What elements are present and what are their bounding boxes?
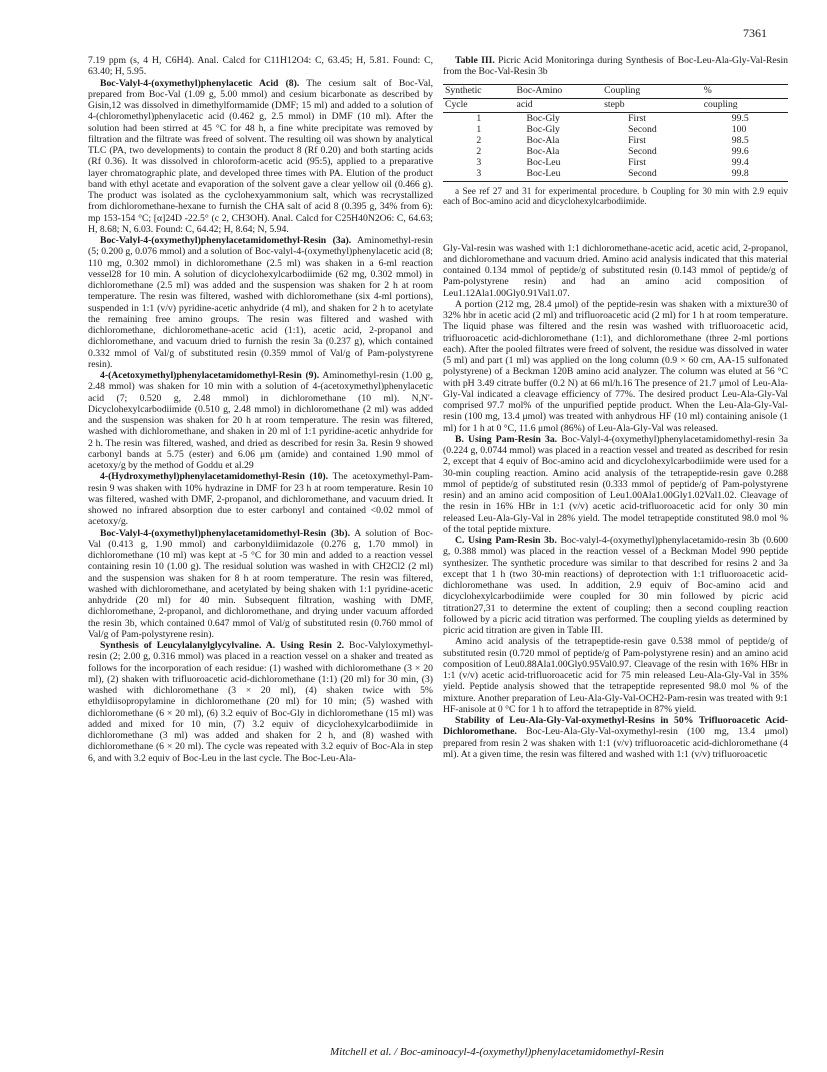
paragraph-heading: Stability of Leu-Ala-Gly-Val-oxymethyl-Resins in 50% Trifluoroacetic Acid-Dichloromethane. <box>443 715 788 738</box>
table-cell: 2 <box>476 134 482 146</box>
paragraph-heading: 4-(Acetoxymethyl)phenylacetamidomethyl-Resin (9). <box>100 370 320 381</box>
table-row <box>443 146 788 157</box>
paragraph-heading: B. Using Pam-Resin 3a. <box>455 433 558 445</box>
paragraph-heading: Synthesis of Leucylalanylglycylvaline. A. Using Resin 2. <box>100 640 345 651</box>
table-cell: Boc-Leu <box>526 156 561 168</box>
table-label: Table III. <box>455 55 495 66</box>
table-cell: First <box>628 156 646 168</box>
table-cell: 1 <box>476 112 482 124</box>
paragraph-text: A portion (212 mg, 28.4 μmol) of the peptide-resin was shaken with a mixture30 of 32% hbr in acetic acid (2 ml) and trifluoroacetic acid (2 ml) for 1 h at room temperature. The liquid phase was filtered and the resin was washed with trifluoroacetic acid, trifluoroacetic acid-dichloromethane (1:1), and dichloromethane (three 2-ml portions each). After the pooled filtrates were freed of solvent, the residue was dissolved in water (5 ml) and part (1 ml) was applied on the long column (0.9 × 60 cm, AA-15 sulfonated polystyrene) of a Beckman 120B amino acid analyzer. The column was eluted at 56 °C with pH 3.49 citrate buffer (0.2 N) at 66 ml/h.16 The presence of 21.7 μmol of Leu-Ala-Gly-Val indicated a cleavage efficiency of 77%. The desired product Leu-Ala-Gly-Val comprised 97.7 mol% of the unpurified peptide product. When the Leu-Ala-Gly-Val-resin (100 mg, 13.4 μmol) was treated with anhydrous HF (10 ml) containing anisole (1 ml) for 1 h at 0 °C, 11.6 μmol (86%) of Leu-Ala-Gly-Val was released. <box>443 298 788 434</box>
paragraph-text: Aminomethyl-resin (5; 0.200 g, 0.076 mmol) and a solution of Boc-valyl-4-(oxymethyl)phenylacetic acid (8; 110 mg, 0.302 mmol) in dichloromethane (2.5 ml) was shaken in a 6-ml reaction vessel28 for 10 min. A solution of dicyclohexylcarbodiimide (62 mg, 0.302 mmol) in dichloromethane (2.5 ml) was added and the suspension was shaken for 2 h at room temperature. The resin was filtered, washed with dichloromethane (six 4-ml portions), suspended in 1:1 (v/v) pyridine-acetic anhydride (4 ml), and shaken for 2 h to acetylate the remaining free amino groups. The resin was filtered and washed with dichloromethane, dichloromethane-acetic acid (1:1), acetic acid, 2-propanol and dichloromethane, and vacuum dried to furnish the resin 3a (0.237 g), which contained 0.332 mmol of Val/g of substituted resin (0.359 mmol of Val/g of Pam-polystyrene resin). <box>88 235 434 370</box>
table-row <box>443 168 788 182</box>
table-row <box>443 157 788 168</box>
table-cell: 99.5 <box>731 112 749 124</box>
table-header-row <box>443 98 788 112</box>
paragraph <box>88 55 433 78</box>
header-cell: Coupling <box>602 84 702 98</box>
paragraph <box>88 78 433 236</box>
header-cell: Cycle <box>443 98 515 112</box>
table-footnote: a See ref 27 and 31 for experimental procedure. b Coupling for 30 min with 2.9 equiv each of Boc-amino acid and dicyclohexylcarbodiimide. <box>443 185 788 207</box>
paragraph-text: Gly-Val-resin was washed with 1:1 dichloromethane-acetic acid, acetic acid, 2-propanol, and dichloromethane and vacuum dried. Amino acid analysis indicated that this material contained 0.134 mmol of peptide/g of substituted resin (0.143 mmol of peptide/g of Pam-polystyrene resin) and had an amino acid composition of Leu1.12Ala1.00Gly0.91Val1.07. <box>443 242 788 299</box>
paragraph-text: Boc-Valyloxymethyl-resin (2; 2.00 g, 0.316 mmol) was placed in a reaction vessel on a shaker and treated as follows for the incorporation of each residue: (1) washed with dichloromethane (3 × 20 ml), (2) shaken with trifluoroacetic acid-dichloromethane (1:1) (20 ml) for 30 min, (3) washed with dichloromethane (3 × 20 ml), (4) shaken twice with 5% ethyldiisopropylamine in dichloromethane (20 ml) for 10 min; (5) washed with dichloromethane (6 × 20 ml), (6) 3.2 equiv of Boc-Gly in dichloromethane (15 ml) was added and mixed for 10 min, (7) 3.2 equiv of dicyclohexylcarbodiimide in dichloromethane (3 ml) was added and shaken for 2 h, and (8) washed with dichloromethane (6 × 20 ml). The cycle was repeated with 3.2 equiv of Boc-Ala in step 6, and with 3.2 equiv of Boc-Leu in the last cycle. The Boc-Leu-Ala- <box>88 640 433 764</box>
header-cell: Boc-Amino <box>515 84 603 98</box>
table-caption <box>443 55 788 78</box>
table-cell: Boc-Gly <box>526 112 560 124</box>
table-cell: Boc-Ala <box>526 134 560 146</box>
paragraph-text: Aminomethyl-resin (1.00 g, 2.48 mmol) was shaken for 10 min with a solution of 4-(acetoxymethyl)phenylacetic acid (7; 0.520 g, 2.48 mmol) in dichloromethane (10 ml). N,N'-Dicyclohexylcarbodiimide (0.510 g, 2.48 mmol) in dichloromethane (2 ml) was added and the suspension was shaken for 20 h at room temperature. The resin was filtered, washed with dichloromethane, and shaken in 20 ml of 1:1 pyridine-acetic anhydride for 2 h. The resin was filtered, washed, and dried as described for resin 3a. Resin 9 showed carbonyl bands at 5.75 (ester) and 6.06 μm (amide) and contained 1.90 mmol of acetoxy/g by the method of Goddu et al.29 <box>88 370 433 471</box>
header-cell: Synthetic <box>443 84 515 98</box>
table-cell: First <box>628 134 646 146</box>
table-cell: 98.5 <box>731 134 749 146</box>
paragraph-heading: Boc-Valyl-4-(oxymethyl)phenylacetic Acid (8). <box>100 77 300 89</box>
table-cell: 2 <box>476 145 482 157</box>
paragraph-heading: Boc-Valyl-4-(oxymethyl)phenylacetamidomethyl-Resin (3b). <box>100 527 351 539</box>
header-cell: % <box>702 84 788 98</box>
paragraph <box>443 434 788 535</box>
paragraph-heading: 4-(Hydroxymethyl)phenylacetamidomethyl-Resin (10). <box>100 471 329 483</box>
paragraph <box>443 715 788 760</box>
table-cell: Second <box>602 168 702 182</box>
table-cell: Second <box>628 123 657 135</box>
table-row <box>443 135 788 146</box>
header-cell: coupling <box>702 98 788 112</box>
table-cell: Boc-Ala <box>526 145 560 157</box>
page-number: 7361 <box>743 26 767 40</box>
paragraph-heading: Boc-Valyl-4-(oxymethyl)phenylacetamidomethyl-Resin (3a). <box>100 235 352 246</box>
paragraph-text: The cesium salt of Boc-Val, prepared from Boc-Val (1.09 g, 5.00 mmol) and cesium bicarbonate as described by Gisin,12 was dissolved in dimethylformamide (DMF; 15 ml) and added to a solution of 4-(chloromethyl)phenylacetic acid (0.462 g, 2.5 mmol) in DMF (10 ml). After the solution had been stirred at 45 °C for 48 h, a fine white precipitate was removed by filtration and the filtrate was freed of solvent. The resulting oil was shown by analytical TLC (PA, two developments) to contain the product 8 (Rf 0.20) and both starting acids (Rf 0.36). It was dissolved in chloroform-acetic acid (95:5), applied to a preparative layer chromatographic plate, and developed three times with PA. Elution of the product band with ethyl acetate and evaporation of the solvent gave a clear yellow oil (0.466 g). The product was isolated as the cyclohexyammonium salt, which was recrystallized from dichloromethane-hexane to furnish the CHA salt of acid 8 (0.395 g, 34% from 6): mp 153-154 °C; [α]24D -22.5° (c 2, CH3OH). Anal. Calcd for C25H40N2O6: C, 64.63; H, 8.68; N, 6.03. Found: C, 64.42; H, 8.64; N, 5.94. <box>88 77 433 235</box>
table-cell: Second <box>628 145 657 157</box>
paragraph <box>443 299 788 434</box>
paragraph-text: Boc-valyl-4-(oxymethyl)phenylacetamido-resin 3b (0.600 g, 0.388 mmol) was placed in the reaction vessel of a Beckman Model 990 peptide synthesizer. The synthetic procedure was similar to that described for resins 2 and 3a except that 1 h (two 30-min reactions) of deprotection with 1:1 trifluoroacetic acid-dichloromethane was used. In addition, 2.9 equiv of Boc-amino acid and dicyclohexylcarbodiimide were coupled for 30 min followed by picric acid titration27,31 to determine the extent of coupling; then a second coupling reaction followed by a picric acid titration was performed. The coupling yields as determined by picric acid titration are given in Table III. <box>443 535 789 637</box>
table-row <box>443 124 788 135</box>
table-row <box>443 112 788 124</box>
table-caption-text: Picric Acid Monitoringa during Synthesis of Boc-Leu-Ala-Gly-Val-Resin from the Boc-Val-Resin 3b <box>443 55 789 78</box>
paragraph <box>443 243 788 299</box>
right-column <box>443 55 788 760</box>
paragraph-heading: C. Using Pam-Resin 3b. <box>455 535 557 547</box>
table-cell: 99.4 <box>731 156 749 168</box>
paragraph-text: 7.19 ppm (s, 4 H, C6H4). Anal. Calcd for C11H12O4: C, 63.45; H, 5.81. Found: C, 63.40; H, 5.95. <box>88 55 433 78</box>
paragraph-text: The acetoxymethyl-Pam-resin 9 was shaken with 10% hydrazine in DMF for 23 h at room temperature. Resin 10 was filtered, washed with DMF, 2-propanol, and dichloromethane, and vacuum dried. It showed no infrared absorption due to ester carbonyl and contained <0.02 mmol of acetoxy/g. <box>88 471 434 528</box>
paragraph <box>88 235 433 370</box>
table-cell: 100 <box>731 123 747 135</box>
paragraph-text: Boc-Leu-Ala-Gly-Val-oxymethyl-resin (100 mg, 13.4 μmol) prepared from resin 2 was shaken with 1:1 (v/v) trifluoroacetic acid-dichloromethane (4 ml). At a given time, the resin was filtered and washed with 1:1 (v/v) trifluoroacetic <box>443 726 788 760</box>
running-footer <box>330 1046 664 1058</box>
table-cell: 99.8 <box>702 168 788 182</box>
paragraph <box>88 471 433 527</box>
table-block <box>443 55 788 207</box>
footer-title: Boc-aminoacyl-4-(oxymethyl)phenylacetamidomethyl-Resin <box>399 1046 664 1058</box>
paragraph <box>88 528 433 641</box>
table-cell: 3 <box>476 156 482 168</box>
paragraph-text: Amino acid analysis of the tetrapeptide-resin gave 0.538 mmol of peptide/g of substituted resin (0.720 mmol of peptide/g of Pam-polystyrene resin) and an amino acid composition of Leu0.88Ala1.00Gly0.95Val0.97. Cleavage of the resin with 16% HBr in 1:1 (v/v) acetic acid-trifluoroacetic acid for 75 min released Leu-Ala-Gly-Val in 35% yield. Peptide analysis showed that the tetrapeptide represented 98.0 mol % of the mixture. Another preparation of Leu-Ala-Gly-Val-OCH2-Pam-resin was treated with 9:1 HF-anisole at 0 °C for 1 h to afford the tetrapeptide in 87% yield. <box>443 636 788 715</box>
footer-authors: Mitchell et al. <box>330 1046 392 1058</box>
left-column <box>88 55 433 764</box>
paragraph <box>88 640 433 764</box>
table-cell: Boc-Leu <box>515 168 603 182</box>
table-cell: 3 <box>443 168 515 182</box>
paragraph <box>443 535 788 636</box>
header-cell: stepb <box>602 98 702 112</box>
paragraph <box>443 636 788 715</box>
footer-separator: / <box>394 1046 398 1058</box>
table-cell: 99.6 <box>731 145 749 157</box>
header-cell: acid <box>515 98 603 112</box>
paragraph-text: A solution of Boc-Val (0.413 g, 1.90 mmol) and carbonyldiimidazole (0.276 g, 1.70 mmol) in dichloromethane (10 ml) was kept at -5 °C for 30 min and added to a reaction vessel containing resin 10 (1.00 g). The residual solution was washed in with CH2Cl2 (2 ml) and the suspension was shaken for 8 h at room temperature. The resin was filtered, washed with dichloromethane, and acetylated by being shaken with 1:1 pyridine-acetic anhydride (20 ml) for 40 min. Subsequent filtration, washing with DMF, dichloromethane, 2-propanol, and dichloromethane, and drying under vacuum afforded the resin 3b, which contained 0.647 mmol of Val/g of substituted resin (0.760 mmol of Val/g of Pam-polystyrene resin). <box>88 527 433 640</box>
table-cell: Boc-Gly <box>526 123 560 135</box>
table-cell: First <box>628 112 646 124</box>
coupling-table <box>443 84 788 182</box>
table-cell: 1 <box>476 123 482 135</box>
paragraph-text: Boc-Valyl-4-(oxymethyl)phenylacetamidomethyl-resin 3a (0.224 g, 0.0744 mmol) was placed in a reaction vessel and treated as described for resin 2, except that 4 equiv of Boc-amino acid and dicyclohexylcarbodiimide were used for a 30-min coupling reaction. Amino acid analysis of the tetrapeptide-resin gave 0.288 mmol of peptide/g of substituted resin (0.333 mmol of peptide/g of Pam-polystyrene resin) and an amino acid composition of Leu1.00Ala1.00Gly1.02Val1.02. Cleavage of the resin in 16% HBr in 1:1 (v/v) acetic acid-trifluoroacetic acid for only 30 min released Leu-Ala-Gly-Val in 28% yield. The model tetrapeptide constituted 98.0 mol % of the total peptide mixture. <box>443 433 788 535</box>
table-header-row <box>443 84 788 98</box>
paragraph <box>88 370 433 471</box>
